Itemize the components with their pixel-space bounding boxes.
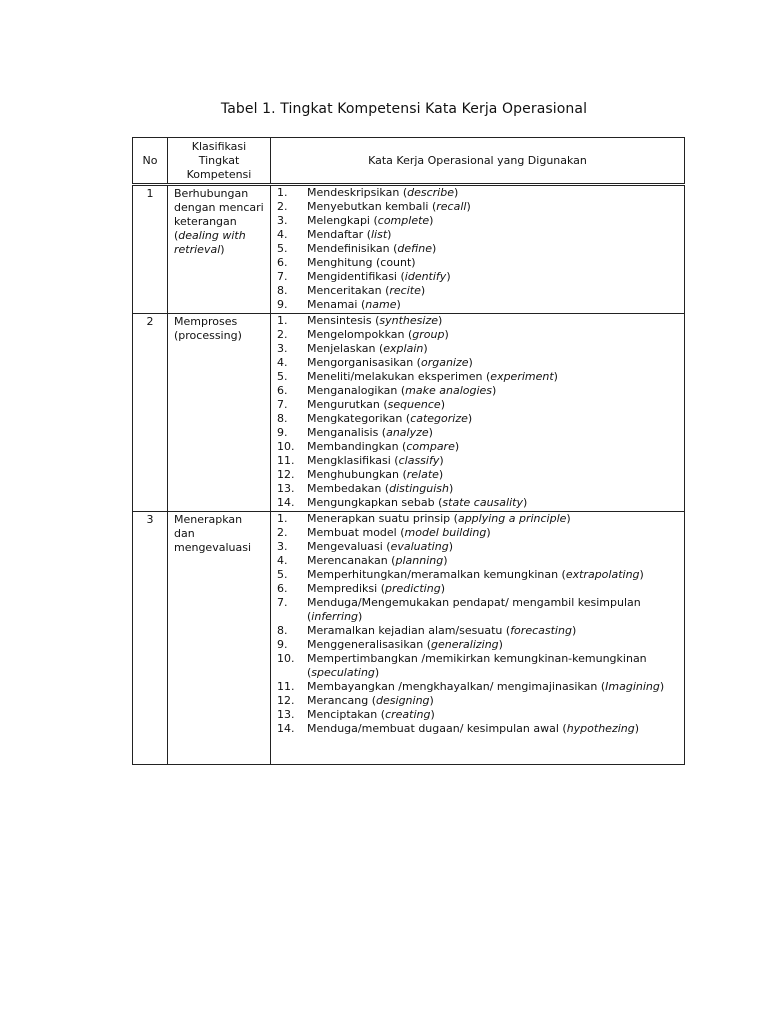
verb-close-paren: ) xyxy=(639,568,644,581)
verb-text xyxy=(307,568,682,582)
verb-item xyxy=(277,384,682,398)
verb-indonesian: Menghitung (count) xyxy=(307,256,416,269)
classification-tail: ) xyxy=(220,243,225,256)
verb-indonesian: Meneliti/melakukan eksperimen ( xyxy=(307,370,491,383)
header-klasifikasi: Klasifikasi Tingkat Kompetensi xyxy=(168,138,271,185)
verb-indonesian: Membedakan ( xyxy=(307,482,390,495)
verb-item xyxy=(277,370,682,384)
verb-number: 1. xyxy=(277,512,288,525)
verb-item xyxy=(277,454,682,468)
verb-item xyxy=(277,342,682,356)
verb-item xyxy=(277,496,682,510)
verb-close-paren: ) xyxy=(374,666,380,679)
verb-english-term: Imagining xyxy=(605,680,660,693)
classification-text: Memproses (processing) xyxy=(174,315,242,342)
verb-item xyxy=(277,596,682,624)
verb-close-paren: ) xyxy=(454,440,460,453)
operational-verbs xyxy=(271,185,685,314)
verb-list xyxy=(277,186,682,312)
verb-english-term: analyze xyxy=(386,426,429,439)
verb-item xyxy=(277,314,682,328)
verb-close-paren: ) xyxy=(439,454,444,467)
row-number: 3 xyxy=(133,512,168,765)
verb-close-paren: ) xyxy=(446,270,451,283)
verb-close-paren: ) xyxy=(437,314,443,327)
verb-number: 10. xyxy=(277,652,295,665)
classification-text: Menerapkan dan mengevaluasi xyxy=(174,513,252,554)
verb-text xyxy=(307,270,682,284)
verb-item xyxy=(277,680,682,694)
verb-close-paren: ) xyxy=(659,680,665,693)
verb-number: 6. xyxy=(277,256,288,269)
verb-english-term: complete xyxy=(377,214,430,227)
verb-item xyxy=(277,722,682,736)
verb-close-paren: ) xyxy=(443,554,448,567)
operational-verbs xyxy=(271,512,685,765)
verb-english-term: state causality xyxy=(442,496,523,509)
verb-indonesian: Mempertimbangkan /memikirkan kemungkinan-kemungkinan ( xyxy=(307,652,647,679)
verb-number: 9. xyxy=(277,638,288,651)
classification-term: dealing with retrieval xyxy=(174,229,246,256)
verb-text xyxy=(307,186,682,200)
verb-number: 12. xyxy=(277,694,295,707)
verb-indonesian: Mengungkapkan sebab ( xyxy=(307,496,443,509)
table-body xyxy=(133,185,685,765)
verb-close-paren: ) xyxy=(420,284,426,297)
verb-text xyxy=(307,370,682,384)
verb-number: 12. xyxy=(277,468,295,481)
verb-text xyxy=(307,482,682,496)
row-number: 1 xyxy=(133,185,168,314)
verb-item xyxy=(277,214,682,228)
verb-close-paren: ) xyxy=(553,370,558,383)
verb-indonesian: Mengkategorikan ( xyxy=(307,412,411,425)
verb-number: 13. xyxy=(277,708,295,721)
verb-number: 5. xyxy=(277,242,288,255)
verb-text xyxy=(307,624,682,638)
verb-close-paren: ) xyxy=(423,342,428,355)
verb-text xyxy=(307,328,682,342)
table-row xyxy=(133,185,685,314)
verb-indonesian: Membuat model ( xyxy=(307,526,405,539)
verb-english-term: model building xyxy=(404,526,487,539)
verb-item xyxy=(277,256,682,270)
verb-list xyxy=(277,512,682,736)
competency-classification xyxy=(168,314,271,512)
verb-english-term: group xyxy=(412,328,445,341)
verb-indonesian: Menceritakan ( xyxy=(307,284,390,297)
verb-indonesian: Mengurutkan ( xyxy=(307,398,388,411)
verb-text xyxy=(307,228,682,242)
verb-close-paren: ) xyxy=(396,298,401,311)
verb-english-term: sequence xyxy=(387,398,441,411)
verb-close-paren: ) xyxy=(571,624,577,637)
verb-english-term: experiment xyxy=(490,370,554,383)
verb-item xyxy=(277,468,682,482)
verb-text xyxy=(307,398,682,412)
verb-text xyxy=(307,384,682,398)
verb-number: 6. xyxy=(277,582,288,595)
verb-item xyxy=(277,652,682,680)
verb-english-term: designing xyxy=(376,694,430,707)
verb-text xyxy=(307,526,682,540)
verb-indonesian: Mengidentifikasi ( xyxy=(307,270,405,283)
verb-close-paren: ) xyxy=(492,384,497,397)
verb-item xyxy=(277,242,682,256)
verb-english-term: name xyxy=(365,298,397,311)
verb-close-paren: ) xyxy=(358,610,363,623)
verb-list xyxy=(277,314,682,510)
verb-indonesian: Mengorganisasikan ( xyxy=(307,356,421,369)
verb-english-term: explain xyxy=(383,342,424,355)
verb-english-term: predicting xyxy=(385,582,441,595)
verb-indonesian: Menjelaskan ( xyxy=(307,342,384,355)
verb-number: 4. xyxy=(277,554,288,567)
verb-close-paren: ) xyxy=(453,186,459,199)
verb-text xyxy=(307,722,682,736)
verb-english-term: recite xyxy=(389,284,421,297)
verb-close-paren: ) xyxy=(498,638,503,651)
verb-number: 5. xyxy=(277,370,288,383)
verb-text xyxy=(307,314,682,328)
verb-text xyxy=(307,200,682,214)
verb-indonesian: Menduga/Mengemukakan pendapat/ mengambil kesimpulan ( xyxy=(307,596,641,623)
verb-indonesian: Mengelompokkan ( xyxy=(307,328,413,341)
competency-classification xyxy=(168,185,271,314)
verb-english-term: speculating xyxy=(311,666,375,679)
verb-number: 3. xyxy=(277,342,288,355)
verb-close-paren: ) xyxy=(466,200,471,213)
verb-close-paren: ) xyxy=(438,468,444,481)
verb-english-term: relate xyxy=(406,468,439,481)
verb-english-term: evaluating xyxy=(390,540,449,553)
verb-indonesian: Menerapkan suatu prinsip ( xyxy=(307,512,458,525)
verb-item xyxy=(277,200,682,214)
verb-number: 8. xyxy=(277,624,288,637)
verb-text xyxy=(307,256,682,270)
verb-text xyxy=(307,554,682,568)
table-row xyxy=(133,512,685,765)
verb-close-paren: ) xyxy=(432,242,437,255)
verb-close-paren: ) xyxy=(440,398,445,411)
verb-text xyxy=(307,512,682,526)
verb-text xyxy=(307,412,682,426)
verb-indonesian: Merencanakan ( xyxy=(307,554,396,567)
verb-indonesian: Merancang ( xyxy=(307,694,377,707)
verb-number: 5. xyxy=(277,568,288,581)
verb-close-paren: ) xyxy=(444,328,449,341)
verb-item xyxy=(277,540,682,554)
verb-english-term: categorize xyxy=(410,412,468,425)
verb-indonesian: Mengevaluasi ( xyxy=(307,540,391,553)
verb-close-paren: ) xyxy=(440,582,445,595)
verb-number: 9. xyxy=(277,426,288,439)
verb-indonesian: Menyebutkan kembali ( xyxy=(307,200,437,213)
verb-indonesian: Menduga/membuat dugaan/ kesimpulan awal ( xyxy=(307,722,567,735)
verb-indonesian: Mendaftar ( xyxy=(307,228,371,241)
verb-text xyxy=(307,540,682,554)
verb-indonesian: Mensintesis ( xyxy=(307,314,380,327)
verb-text xyxy=(307,284,682,298)
verb-item xyxy=(277,440,682,454)
verb-english-term: organize xyxy=(420,356,469,369)
verb-item xyxy=(277,356,682,370)
verb-english-term: classify xyxy=(398,454,440,467)
verb-close-paren: ) xyxy=(467,412,473,425)
verb-number: 2. xyxy=(277,526,288,539)
verb-text xyxy=(307,694,682,708)
verb-english-term: planning xyxy=(395,554,444,567)
verb-item xyxy=(277,512,682,526)
verb-item xyxy=(277,554,682,568)
verb-indonesian: Melengkapi ( xyxy=(307,214,378,227)
verb-number: 7. xyxy=(277,398,288,411)
verb-indonesian: Memperhitungkan/meramalkan kemungkinan ( xyxy=(307,568,566,581)
verb-close-paren: ) xyxy=(468,356,473,369)
verb-number: 9. xyxy=(277,298,288,311)
verb-number: 1. xyxy=(277,314,288,327)
verb-indonesian: Membayangkan /mengkhayalkan/ mengimajinasikan ( xyxy=(307,680,606,693)
verb-indonesian: Menciptakan ( xyxy=(307,708,386,721)
verb-item xyxy=(277,186,682,200)
verb-text xyxy=(307,298,682,312)
verb-number: 2. xyxy=(277,328,288,341)
verb-text xyxy=(307,440,682,454)
verb-item xyxy=(277,412,682,426)
verb-item xyxy=(277,398,682,412)
verb-text xyxy=(307,426,682,440)
row-number: 2 xyxy=(133,314,168,512)
verb-text xyxy=(307,496,682,510)
verb-text xyxy=(307,356,682,370)
header-no: No xyxy=(133,138,168,185)
verb-indonesian: Menganalisis ( xyxy=(307,426,387,439)
competency-table xyxy=(132,137,685,765)
verb-english-term: synthesize xyxy=(379,314,438,327)
verb-item xyxy=(277,638,682,652)
verb-indonesian: Menamai ( xyxy=(307,298,366,311)
verb-close-paren: ) xyxy=(387,228,392,241)
verb-text xyxy=(307,242,682,256)
verb-english-term: extrapolating xyxy=(565,568,640,581)
verb-indonesian: Mendefinisikan ( xyxy=(307,242,398,255)
verb-close-paren: ) xyxy=(522,496,528,509)
verb-text xyxy=(307,680,682,694)
verb-item xyxy=(277,708,682,722)
verb-text xyxy=(307,638,682,652)
verb-number: 14. xyxy=(277,722,295,735)
verb-close-paren: ) xyxy=(448,482,454,495)
verb-number: 7. xyxy=(277,596,288,609)
verb-number: 11. xyxy=(277,680,295,693)
verb-english-term: make analogies xyxy=(405,384,493,397)
verb-item xyxy=(277,298,682,312)
verb-indonesian: Membandingkan ( xyxy=(307,440,407,453)
verb-text xyxy=(307,214,682,228)
verb-indonesian: Menggeneralisasikan ( xyxy=(307,638,432,651)
verb-item xyxy=(277,568,682,582)
verb-english-term: generalizing xyxy=(431,638,499,651)
verb-english-term: creating xyxy=(385,708,431,721)
verb-english-term: identify xyxy=(404,270,447,283)
verb-english-term: describe xyxy=(407,186,454,199)
verb-number: 4. xyxy=(277,228,288,241)
verb-item xyxy=(277,482,682,496)
verb-number: 3. xyxy=(277,214,288,227)
verb-number: 13. xyxy=(277,482,295,495)
verb-close-paren: ) xyxy=(486,526,491,539)
verb-close-paren: ) xyxy=(448,540,453,553)
classification-text: Berhubungan dengan mencari keterangan ( xyxy=(174,187,264,242)
header-kata-kerja: Kata Kerja Operasional yang Digunakan xyxy=(271,138,685,185)
verb-english-term: compare xyxy=(406,440,455,453)
verb-indonesian: Menghubungkan ( xyxy=(307,468,407,481)
verb-text xyxy=(307,582,682,596)
verb-indonesian: Memprediksi ( xyxy=(307,582,385,595)
verb-number: 4. xyxy=(277,356,288,369)
verb-close-paren: ) xyxy=(566,512,571,525)
verb-english-term: define xyxy=(397,242,433,255)
table-header-row xyxy=(133,138,685,185)
verb-indonesian: Mengklasifikasi ( xyxy=(307,454,399,467)
verb-english-term: inferring xyxy=(311,610,359,623)
verb-item xyxy=(277,624,682,638)
verb-close-paren: ) xyxy=(634,722,640,735)
verb-english-term: distinguish xyxy=(389,482,449,495)
verb-number: 10. xyxy=(277,440,295,453)
verb-number: 8. xyxy=(277,284,288,297)
verb-item xyxy=(277,694,682,708)
verb-text xyxy=(307,708,682,722)
verb-close-paren: ) xyxy=(430,708,435,721)
table-title: Tabel 1. Tingkat Kompetensi Kata Kerja Operasional xyxy=(220,101,588,117)
verb-number: 1. xyxy=(277,186,288,199)
verb-number: 11. xyxy=(277,454,295,467)
verb-item xyxy=(277,328,682,342)
verb-text xyxy=(307,652,682,680)
verb-close-paren: ) xyxy=(429,694,434,707)
competency-classification xyxy=(168,512,271,765)
verb-english-term: applying a principle xyxy=(457,512,567,525)
verb-item xyxy=(277,228,682,242)
verb-english-term: recall xyxy=(436,200,467,213)
verb-indonesian: Meramalkan kejadian alam/sesuatu ( xyxy=(307,624,511,637)
verb-item xyxy=(277,270,682,284)
verb-close-paren: ) xyxy=(428,426,433,439)
verb-english-term: list xyxy=(371,228,388,241)
verb-text xyxy=(307,468,682,482)
verb-english-term: forecasting xyxy=(510,624,572,637)
operational-verbs xyxy=(271,314,685,512)
verb-indonesian: Menganalogikan ( xyxy=(307,384,406,397)
verb-item xyxy=(277,284,682,298)
verb-number: 6. xyxy=(277,384,288,397)
verb-number: 7. xyxy=(277,270,288,283)
verb-number: 14. xyxy=(277,496,295,509)
verb-close-paren: ) xyxy=(429,214,434,227)
verb-item xyxy=(277,426,682,440)
verb-text xyxy=(307,454,682,468)
verb-indonesian: Mendeskripsikan ( xyxy=(307,186,408,199)
verb-number: 8. xyxy=(277,412,288,425)
verb-text xyxy=(307,596,682,624)
verb-english-term: hypothezing xyxy=(566,722,635,735)
verb-item xyxy=(277,526,682,540)
verb-text xyxy=(307,342,682,356)
verb-item xyxy=(277,582,682,596)
verb-number: 3. xyxy=(277,540,288,553)
verb-number: 2. xyxy=(277,200,288,213)
table-row xyxy=(133,314,685,512)
